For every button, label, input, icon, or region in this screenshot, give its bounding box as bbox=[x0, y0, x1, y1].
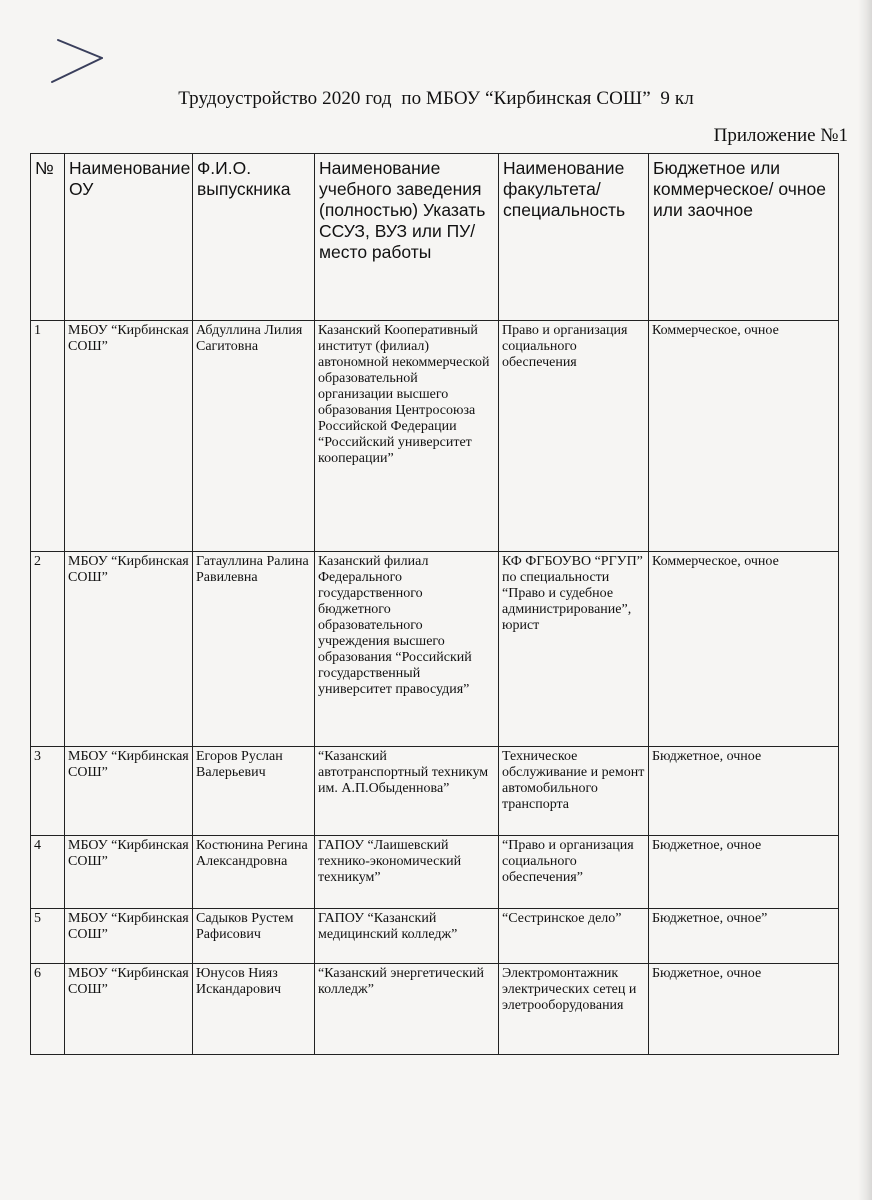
pen-checkmark-icon bbox=[44, 30, 114, 90]
appendix-label: Приложение №1 bbox=[713, 125, 848, 146]
row-school: МБОУ “Кирбинская СОШ” bbox=[65, 321, 193, 552]
row-study-form: Бюджетное, очное bbox=[649, 747, 839, 836]
page-edge-shadow bbox=[858, 0, 872, 1200]
row-graduate-name: Гатауллина Ралина Равилевна bbox=[193, 552, 315, 747]
row-institution: ГАПОУ “Лаишевский технико-экономический техникум” bbox=[315, 836, 499, 909]
row-specialty: “Сестринское дело” bbox=[499, 909, 649, 964]
row-study-form: Коммерческое, очное bbox=[649, 321, 839, 552]
row-graduate-name: Юнусов Нияз Искандарович bbox=[193, 964, 315, 1055]
row-specialty: КФ ФГБОУВО “РГУП” по специальности “Право и судебное администрирование”, юрист bbox=[499, 552, 649, 747]
table-row bbox=[31, 747, 839, 836]
document-title: Трудоустройство 2020 год по МБОУ “Кирбинская СОШ” 9 кл bbox=[178, 88, 694, 109]
row-study-form: Бюджетное, очное” bbox=[649, 909, 839, 964]
row-specialty: Техническое обслуживание и ремонт автомобильного транспорта bbox=[499, 747, 649, 836]
row-specialty: Право и организация социального обеспечения bbox=[499, 321, 649, 552]
row-graduate-name: Костюнина Регина Александровна bbox=[193, 836, 315, 909]
table-row bbox=[31, 964, 839, 1055]
row-specialty: Электромонтажник электрических сетец и элетрооборудования bbox=[499, 964, 649, 1055]
row-institution: ГАПОУ “Казанский медицинский колледж” bbox=[315, 909, 499, 964]
header-specialty: Наименование факультета/ специальность bbox=[499, 154, 649, 321]
row-graduate-name: Абдуллина Лилия Сагитовна bbox=[193, 321, 315, 552]
header-graduate-name: Ф.И.О. выпускника bbox=[193, 154, 315, 321]
row-graduate-name: Егоров Руслан Валерьевич bbox=[193, 747, 315, 836]
row-institution: “Казанский энергетический колледж” bbox=[315, 964, 499, 1055]
row-graduate-name: Садыков Рустем Рафисович bbox=[193, 909, 315, 964]
row-study-form: Бюджетное, очное bbox=[649, 964, 839, 1055]
row-number: 2 bbox=[31, 552, 65, 747]
row-school: МБОУ “Кирбинская СОШ” bbox=[65, 552, 193, 747]
header-school: Наименование ОУ bbox=[65, 154, 193, 321]
table-row bbox=[31, 552, 839, 747]
row-number: 4 bbox=[31, 836, 65, 909]
employment-table bbox=[30, 153, 839, 1055]
table-row bbox=[31, 909, 839, 964]
row-institution: Казанский Кооперативный институт (филиал) автономной некоммерческой образовательной организации высшего образования Центросоюза Российской Федерации “Российский университет кооперации” bbox=[315, 321, 499, 552]
row-school: МБОУ “Кирбинская СОШ” bbox=[65, 964, 193, 1055]
row-school: МБОУ “Кирбинская СОШ” bbox=[65, 747, 193, 836]
row-school: МБОУ “Кирбинская СОШ” bbox=[65, 909, 193, 964]
row-institution: Казанский филиал Федерального государственного бюджетного образовательного учреждения высшего образования “Российский государственный университет правосудия” bbox=[315, 552, 499, 747]
table-header-row bbox=[31, 154, 839, 321]
row-number: 5 bbox=[31, 909, 65, 964]
row-school: МБОУ “Кирбинская СОШ” bbox=[65, 836, 193, 909]
row-specialty: “Право и организация социального обеспечения” bbox=[499, 836, 649, 909]
header-institution: Наименование учебного заведения (полностью) Указать ССУЗ, ВУЗ или ПУ/ место работы bbox=[315, 154, 499, 321]
table-row bbox=[31, 836, 839, 909]
row-study-form: Бюджетное, очное bbox=[649, 836, 839, 909]
row-institution: “Казанский автотранспортный техникум им. А.П.Обыденнова” bbox=[315, 747, 499, 836]
header-number: № bbox=[31, 154, 65, 321]
row-study-form: Коммерческое, очное bbox=[649, 552, 839, 747]
row-number: 6 bbox=[31, 964, 65, 1055]
table-row bbox=[31, 321, 839, 552]
header-study-form: Бюджетное или коммерческое/ очное или заочное bbox=[649, 154, 839, 321]
row-number: 1 bbox=[31, 321, 65, 552]
row-number: 3 bbox=[31, 747, 65, 836]
